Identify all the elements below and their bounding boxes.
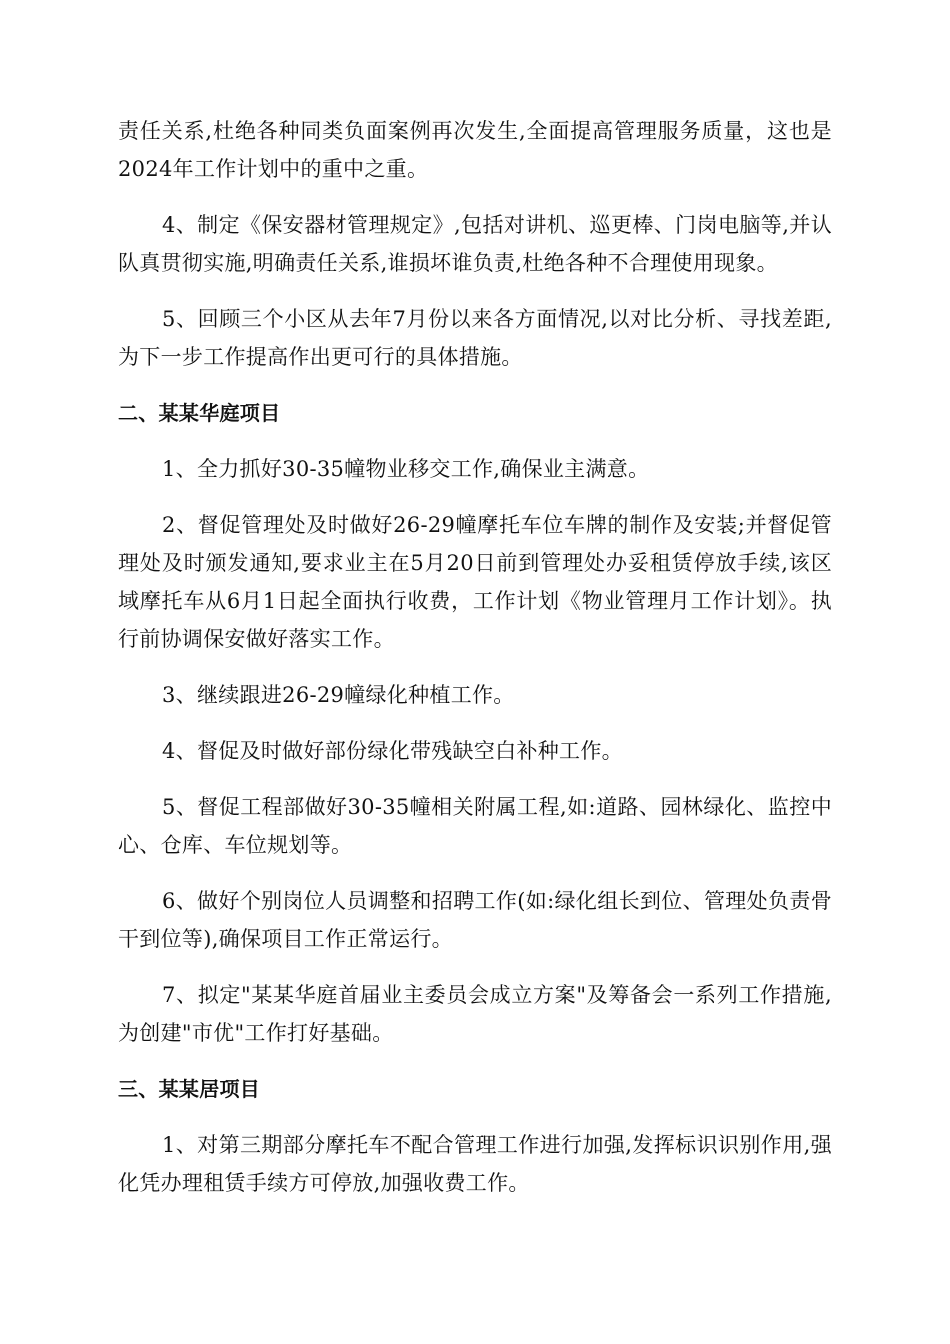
paragraph-item-1-motorcycle-management: 1、对第三期部分摩托车不配合管理工作进行加强,发挥标识识别作用,强化凭办理租赁手续方可停放,加强收费工作。 — [118, 1133, 832, 1195]
paragraph-item-5-engineering: 5、督促工程部做好30-35幢相关附属工程,如:道路、园林绿化、监控中心、仓库、车位规划等。 — [118, 795, 832, 857]
paragraph-item-4-replanting: 4、督促及时做好部份绿化带残缺空白补种工作。 — [162, 739, 623, 763]
paragraph-item-4-equipment-rules: 4、制定《保安器材管理规定》,包括对讲机、巡更棒、门岗电脑等,并认队真贯彻实施,明确责任关系,谁损坏谁负责,杜绝各种不合理使用现象。 — [118, 213, 832, 275]
paragraph-item-1-handover: 1、全力抓好30-35幢物业移交工作,确保业主满意。 — [162, 457, 650, 481]
section-heading-3: 三、某某居项目 — [118, 1077, 261, 1101]
paragraph-item-6-staffing: 6、做好个别岗位人员调整和招聘工作(如:绿化组长到位、管理处负责骨干到位等),确保项目工作正常运行。 — [118, 889, 832, 951]
paragraph-item-5-review: 5、回顾三个小区从去年7月份以来各方面情况,以对比分析、寻找差距,为下一步工作提高作出更可行的具体措施。 — [118, 307, 832, 369]
paragraph-item-2-motorcycle-plates: 2、督促管理处及时做好26-29幢摩托车位车牌的制作及安装;并督促管理处及时颁发通知,要求业主在5月20日前到管理处办妥租赁停放手续,该区域摩托车从6月1日起全面执行收费，工作计划《物业管理月工作计划》。执行前协调保安做好落实工作。 — [118, 513, 832, 651]
paragraph-responsibility-continued: 责任关系,杜绝各种同类负面案例再次发生,全面提高管理服务质量，这也是2024年工作计划中的重中之重。 — [118, 119, 832, 181]
paragraph-item-3-greening: 3、继续跟进26-29幢绿化种植工作。 — [162, 683, 515, 707]
section-heading-2: 二、某某华庭项目 — [118, 401, 281, 425]
paragraph-item-7-owners-committee: 7、拟定"某某华庭首届业主委员会成立方案"及筹备会一系列工作措施,为创建"市优"工作打好基础。 — [118, 983, 832, 1045]
